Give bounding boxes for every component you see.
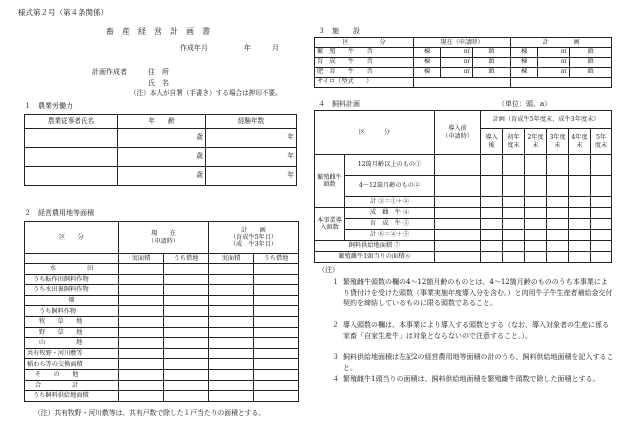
- farmland-row-label: 牧 草 地: [25, 316, 119, 327]
- age-unit[interactable]: 歳: [118, 129, 206, 148]
- col-borrowed: うち借地: [164, 254, 209, 264]
- table-row: [25, 391, 299, 402]
- table-row: [315, 155, 612, 176]
- farmland-row-label: うち飼料作物: [25, 306, 119, 317]
- col-area: 実面積: [119, 254, 164, 264]
- farmland-row-label: 合 計: [25, 380, 119, 391]
- age-unit[interactable]: 歳: [118, 167, 206, 186]
- section1-heading: １ 農業労働力: [24, 102, 73, 110]
- table-row: [25, 295, 299, 306]
- farmland-row-label: 稲わら等の交換面積: [25, 359, 119, 370]
- farmland-header-current: [119, 222, 209, 254]
- address-label: 住 所: [148, 68, 169, 76]
- facility-header-plan: 計 画: [511, 38, 612, 48]
- labor-name-cell[interactable]: [25, 167, 118, 186]
- feed-row-label: 計 ③＝①＋②: [345, 197, 435, 208]
- breeding-group-label: 繁殖雌牛頭数: [315, 155, 345, 208]
- feed-plan-table: [314, 110, 612, 263]
- farmland-row-label: 共有牧野・河川敷等: [25, 348, 119, 359]
- section2-heading: ２ 経営農用地等面積: [24, 209, 94, 217]
- facility-row-label: 肥 育 牛 舎: [315, 67, 414, 77]
- planner-label: 計画作成者: [92, 68, 127, 76]
- facility-row-label: サイロ（型式 ）: [315, 77, 414, 87]
- table-row: [25, 274, 299, 285]
- feed-row-label: 成 雌 牛 ④: [345, 208, 435, 219]
- farmland-row-label: 山 地: [25, 338, 119, 349]
- table-row: [25, 285, 299, 296]
- farmland-header-kubun: 区 分: [25, 222, 119, 254]
- table-row: [25, 129, 297, 148]
- table-row: [315, 241, 612, 252]
- table-row: [25, 148, 297, 167]
- labor-header-name: 農業従事者氏名: [25, 115, 118, 129]
- farmland-note: （注）共有牧野・河川敷等は、共有戸数で除した１戸当たりの面積とする。: [34, 409, 266, 417]
- facility-table: [314, 37, 612, 88]
- age-unit[interactable]: 歳: [118, 148, 206, 167]
- feed-row-label: 計 ⑥＝④＋⑤: [345, 230, 435, 241]
- page-title: 畜 産 経 営 計 画 書: [106, 27, 210, 36]
- farmland-row-label: 畑: [25, 295, 119, 306]
- note-3: ３ 飼料供給地面積は左記2の経営農用地等面積の計のうち、飼料供給地面積を記入すること。: [332, 353, 614, 372]
- year-header: 導入後: [481, 129, 503, 155]
- table-row: [25, 316, 299, 327]
- table-row: [315, 77, 612, 87]
- farmland-row-label: うち転作田飼料作物: [25, 274, 119, 285]
- table-row: [25, 348, 299, 359]
- table-row: [315, 197, 612, 208]
- labor-name-cell[interactable]: [25, 129, 118, 148]
- section3-heading: ３ 施 設: [318, 27, 360, 35]
- table-row: [315, 208, 612, 219]
- feed-header-prev: 導入前 （申請時）: [435, 111, 481, 155]
- name-label: 氏 名: [148, 79, 169, 87]
- labor-table: [24, 114, 297, 186]
- table-row: [315, 230, 612, 241]
- facility-header-kubun: 区 分: [315, 38, 414, 48]
- note-1: １ 繁殖雌牛頭数の欄の4～12箇月齢のものとは、4～12箇月齢のもののうち本事業により貸付けを受けた頭数（事業実施年度導入分を含む。）と肉用牛子牛生産者補給金交付契約を締結しているものに限る頭数であること。: [332, 278, 613, 307]
- table-row: [315, 252, 612, 263]
- created-year-unit: 年: [244, 44, 251, 52]
- farmland-row-label: うち飼料供給地面積: [25, 391, 119, 402]
- feed-header-plan: 計画（育成牛5年度末、成牛3年度末）: [481, 111, 612, 129]
- facility-header-current: 現在（申請時）: [414, 38, 511, 48]
- feed-row-label: 12箇月齢以上のもの①: [345, 155, 435, 176]
- note-4: ４ 繁殖雌牛1頭当りの面積は、飼料供給地面積を繁殖雌牛頭数で除した面積とする。: [332, 375, 600, 383]
- table-row: [25, 264, 299, 275]
- form-id: 様式第２号（第４条関係）: [18, 8, 108, 17]
- created-label: 作成年月: [180, 44, 208, 52]
- intro-group-label: 本事業導入頭数: [315, 208, 345, 241]
- table-row: [315, 176, 612, 197]
- years-unit[interactable]: 年: [206, 167, 297, 186]
- year-header: 4年度末: [569, 129, 591, 155]
- table-row: 育 成 牛 舎 棟 ㎡ 頭 棟 ㎡ 頭: [315, 57, 612, 67]
- table-row: [315, 219, 612, 230]
- farmland-row-label: 水 田: [25, 264, 119, 275]
- seal-note: （注）本人が自署（手書き）する場合は押印不要。: [130, 89, 282, 97]
- years-unit[interactable]: 年: [206, 148, 297, 167]
- farmland-row-label: 野 草 地: [25, 327, 119, 338]
- feed-header-kubun: 区 分: [315, 111, 435, 155]
- table-row: 繁 殖 牛 舎 棟 ㎡ 頭 棟 ㎡ 頭: [315, 47, 612, 57]
- notes-label: （注）: [318, 266, 339, 274]
- plan-label: 計 画: [241, 226, 266, 234]
- note-2: ２ 導入頭数の欄は、本事業により導入する頭数とする（なお、導入対象者の生産に係る家畜「自家生産牛」は対象とならないので注意すること。）。: [332, 321, 609, 340]
- labor-header-age: 年 齢: [118, 115, 206, 129]
- plan-sub2: （成 牛3年目）: [229, 241, 278, 249]
- year-header: 3年度末: [547, 129, 569, 155]
- farmland-header-plan: [209, 222, 299, 254]
- col-borrowed: うち借地: [254, 254, 299, 264]
- current-sub: （申請時）: [148, 237, 179, 245]
- table-row: [25, 359, 299, 370]
- table-row: [25, 167, 297, 186]
- feed-row-label: 育 成 牛 ⑤: [345, 219, 435, 230]
- facility-row-label: 繁 殖 牛 舎: [315, 47, 414, 57]
- unit-note: （単位：頭、a）: [498, 100, 552, 108]
- year-header: 2年度末: [525, 129, 547, 155]
- section4-heading: ４ 飼料計画: [318, 100, 360, 108]
- feed-row-label: 繁殖雌牛1頭当りの面積⑧: [315, 252, 435, 263]
- farmland-row-label: うち水田裏飼料作物: [25, 285, 119, 296]
- year-header: 5年度末: [591, 129, 612, 155]
- plan-sub1: （育成牛5年目）: [229, 233, 278, 241]
- table-row: [25, 338, 299, 349]
- table-row: [25, 306, 299, 317]
- farmland-row-label: そ の 他: [25, 369, 119, 380]
- feed-row-label: 4～12箇月齢のもの②: [345, 176, 435, 197]
- feed-row-label: 飼料供給地面積 ⑦: [315, 241, 435, 252]
- facility-row-label: 育 成 牛 舎: [315, 57, 414, 67]
- created-month-unit: 月: [272, 44, 279, 52]
- table-row: 肥 育 牛 舎 棟 ㎡ 頭 棟 ㎡ 頭: [315, 67, 612, 77]
- labor-name-cell[interactable]: [25, 148, 118, 167]
- years-unit[interactable]: 年: [206, 129, 297, 148]
- labor-header-years: 経験年数: [206, 115, 297, 129]
- table-row: [25, 369, 299, 380]
- farmland-table: [24, 221, 299, 402]
- year-header: 初年度末: [503, 129, 525, 155]
- table-row: [25, 380, 299, 391]
- col-area: 実面積: [209, 254, 254, 264]
- current-label: 現 在: [151, 230, 176, 238]
- table-row: [25, 327, 299, 338]
